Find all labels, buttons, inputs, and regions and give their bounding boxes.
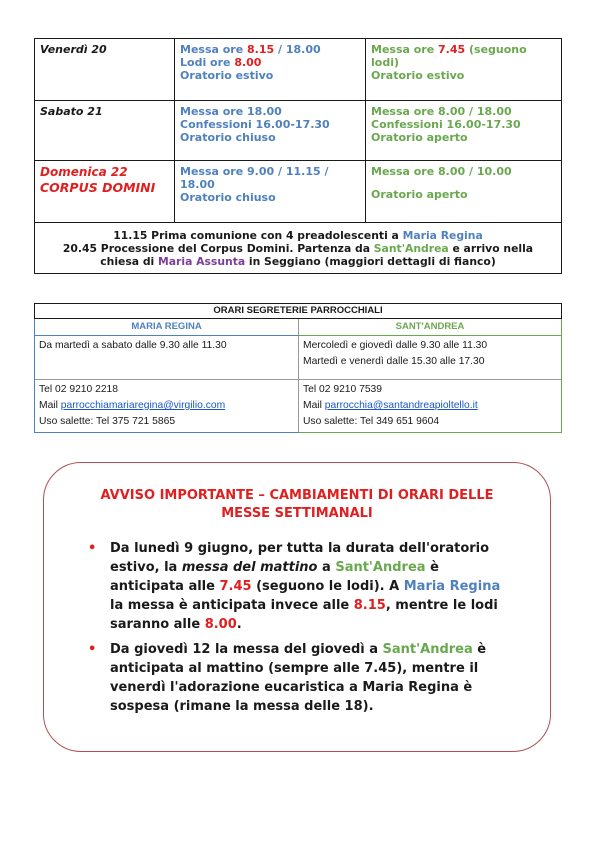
maria-regina-contacts: Tel 02 9210 2218 Mail parrocchiamariaregina@virgilio.com Uso salette: Tel 375 721 5865: [35, 380, 299, 433]
office-contacts-row: [35, 380, 562, 433]
maria-regina-header: MARIA REGINA: [35, 319, 299, 336]
sant-andrea-email-link[interactable]: parrocchia@santandreapioltello.it: [324, 400, 478, 411]
notice-title: AVVISO IMPORTANTE – CAMBIAMENTI DI ORARI DELLE MESSE SETTIMANALI: [100, 488, 494, 521]
office-hours-title-row: [35, 304, 562, 319]
weekend-schedule-table: [34, 38, 562, 274]
maria-regina-cell: Messa ore 8.15 / 18.00 Lodi ore 8.00 Oratorio estivo: [175, 39, 366, 101]
notice-list: [84, 539, 510, 716]
notice-item: • Da lunedì 9 giugno, per tutta la durata dell'oratorio estivo, la messa del mattino a Sant'Andrea è anticipata alle 7.45 (seguono le lodi). A Maria Regina la messa è anticipata invece alle 8.15, mentre le lodi saranno alle 8.00.: [88, 541, 501, 632]
maria-regina-cell: Messa ore 9.00 / 11.15 / 18.00 Oratorio chiuso: [175, 161, 366, 223]
important-notice-box: [43, 462, 551, 752]
office-hours-row: [35, 336, 562, 380]
maria-regina-cell: Messa ore 18.00 Confessioni 16.00-17.30 Oratorio chiuso: [175, 101, 366, 161]
schedule-row-friday: [35, 39, 562, 101]
schedule-row-sunday: [35, 161, 562, 223]
sant-andrea-hours: Mercoledì e giovedì dalle 9.30 alle 11.30 Martedì e venerdì dalle 15.30 alle 17.30: [299, 336, 562, 380]
office-hours-table: [34, 303, 562, 433]
sant-andrea-cell: Messa ore 8.00 / 10.00 Oratorio aperto: [366, 161, 562, 223]
sant-andrea-cell: Messa ore 8.00 / 18.00 Confessioni 16.00-17.30 Oratorio aperto: [366, 101, 562, 161]
bullet-icon: •: [88, 541, 97, 556]
sant-andrea-contacts: Tel 02 9210 7539 Mail parrocchia@santandreapioltello.it Uso salette: Tel 349 651 9604: [299, 380, 562, 433]
schedule-row-saturday: [35, 101, 562, 161]
bullet-icon: •: [88, 642, 97, 657]
day-label: Domenica 22 CORPUS DOMINI: [35, 161, 175, 223]
day-label: Venerdì 20: [35, 39, 175, 101]
maria-regina-hours: Da martedì a sabato dalle 9.30 alle 11.30: [35, 336, 299, 380]
sant-andrea-header: SANT'ANDREA: [299, 319, 562, 336]
notice-item: • Da giovedì 12 la messa del giovedì a Sant'Andrea è anticipata al mattino (sempre alle 7.45), mentre il venerdì l'adorazione eucaristica a Maria Regina è sospesa (rimane la messa delle 18).: [88, 642, 487, 714]
maria-regina-email-link[interactable]: parrocchiamariaregina@virgilio.com: [60, 400, 226, 411]
office-hours-title: ORARI SEGRETERIE PARROCCHIALI: [35, 304, 562, 319]
schedule-notes: 11.15 Prima comunione con 4 preadolescenti a Maria Regina 20.45 Processione del Corpus Domini. Partenza da Sant'Andrea e arrivo nella chiesa di Maria Assunta in Seggiano (maggiori dettagli di fianco): [35, 223, 562, 274]
schedule-notes-row: [35, 223, 562, 274]
sant-andrea-cell: Messa ore 7.45 (seguono lodi) Oratorio estivo: [366, 39, 562, 101]
day-label: Sabato 21: [35, 101, 175, 161]
office-parish-headers: [35, 319, 562, 336]
